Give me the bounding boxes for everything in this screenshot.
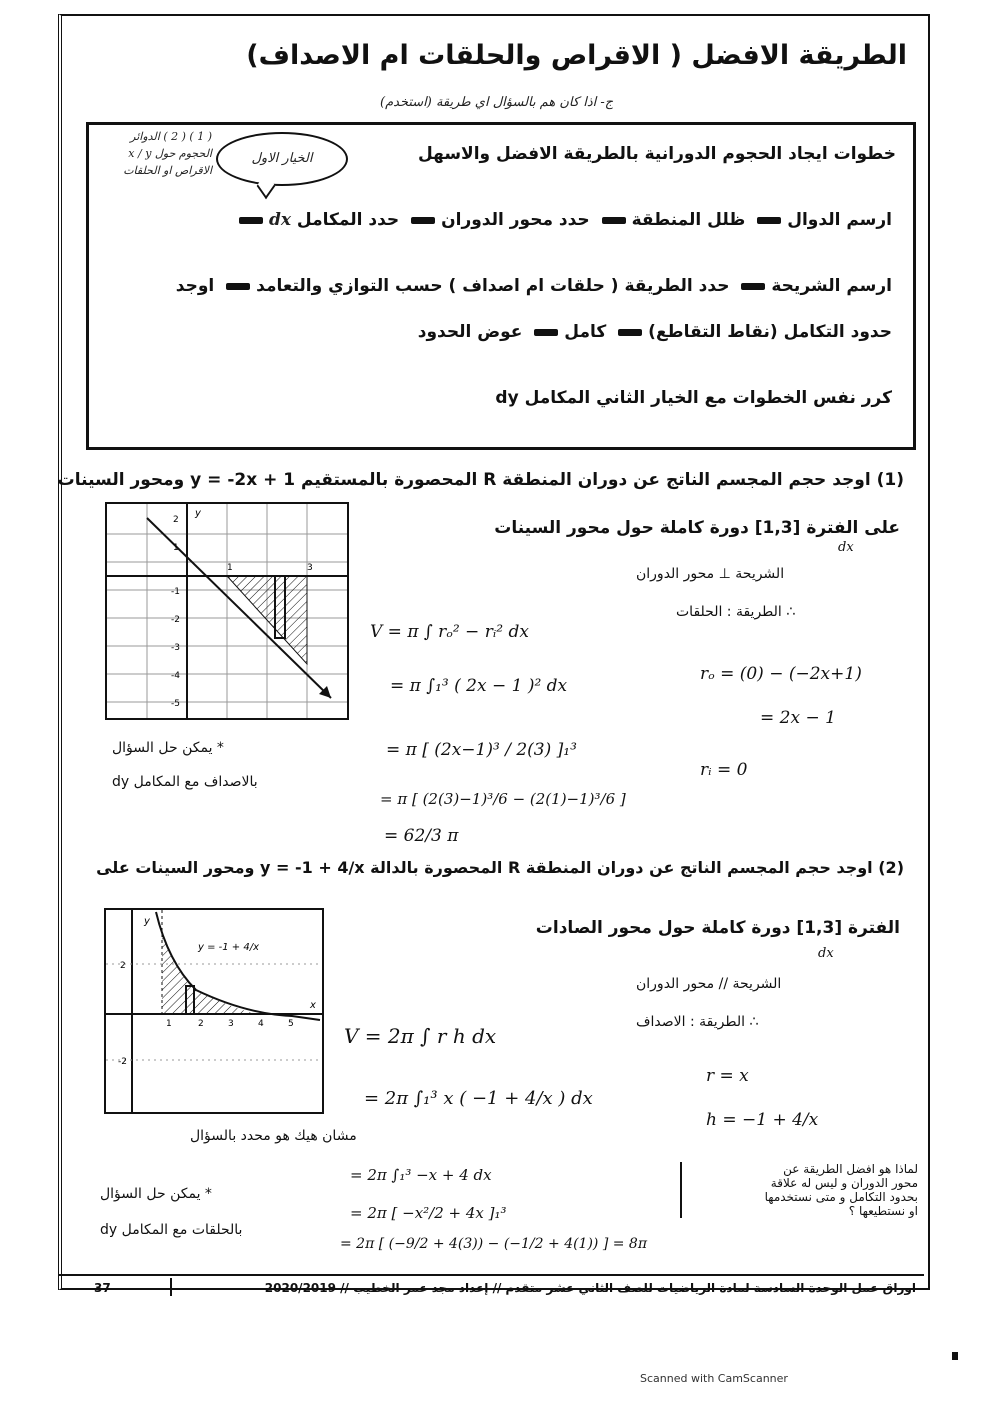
tick-label: -4 — [171, 671, 180, 681]
tick-label: 5 — [288, 1019, 294, 1029]
q1-work-line: V = π ∫ rₒ² − rᵢ² dx — [370, 622, 529, 642]
arrow-icon — [741, 283, 765, 290]
steps-repeat: كرر نفس الخطوات مع الخيار الثاني المكامل dy — [495, 388, 892, 408]
arrow-icon — [226, 283, 250, 290]
step-substitute: عوض الحدود — [417, 322, 523, 342]
corner-note — [92, 128, 212, 179]
grid — [107, 504, 347, 718]
q2-radius-line: h = −1 + 4/x — [706, 1110, 819, 1130]
steps-line-2 — [176, 276, 892, 296]
question-1-graph — [105, 502, 349, 720]
q1-radius-line: = 2x − 1 — [760, 708, 836, 728]
side-note-line: لماذا هو افضل الطريقة عن — [783, 1162, 918, 1176]
question-2-interval: الفترة [1,3] دورة كاملة حول محور الصادات — [535, 918, 900, 938]
q2-alt-note: * يمكن حل السؤال — [100, 1186, 212, 1202]
q2-work-line: = 2π ∫₁³ −x + 4 dx — [350, 1166, 492, 1184]
steps-line-1 — [233, 210, 892, 230]
tick-label: -3 — [171, 643, 180, 653]
tick-label: -2 — [171, 615, 180, 625]
step-slice: ارسم الشريحة — [771, 276, 892, 296]
scan-label: Scanned with CamScanner — [640, 1372, 788, 1385]
question-2-text: (2) اوجد حجم المجسم الناتج عن دوران المنطقة R المحصورة بالدالة y = -1 + 4/x ومحور السينات على — [96, 858, 904, 877]
curve-label: y = -1 + 4/x — [198, 942, 260, 953]
choice-bubble: الخيار الاول — [216, 132, 348, 186]
arrow-icon — [239, 217, 263, 224]
tick-label: 2 — [173, 515, 179, 525]
side-note-line: او نستطيعها ؟ — [848, 1204, 918, 1218]
step-find: اوجد — [175, 276, 215, 296]
q1-work-line: = 62/3 π — [384, 826, 459, 846]
tick-label: -1 — [171, 587, 180, 597]
question-2-graph — [104, 908, 324, 1114]
step-integrate: كامل — [564, 322, 607, 342]
question-1-text: (1) اوجد حجم المجسم الناتج عن دوران المنطقة R المحصورة بالمستقيم y = -2x + 1 ومحور السينات — [57, 470, 904, 490]
question-1-slice-note: الشريحة ⊥ محور الدوران — [636, 566, 785, 582]
subtitle-note: ج- اذا كان هم بالسؤال اي طريقة (استخدم) — [380, 95, 614, 110]
x-label: x — [310, 1000, 316, 1011]
step-axis: حدد محور الدوران — [441, 210, 590, 230]
corner-note-line: الاقراص او الحلقات — [123, 164, 212, 177]
q2-work-line: = 2π ∫₁³ x ( −1 + 4/x ) dx — [364, 1088, 593, 1109]
y-label: y — [144, 916, 150, 927]
steps-heading: خطوات ايجاد الحجوم الدورانية بالطريقة الافضل والاسهل — [417, 144, 896, 164]
step-method: حدد الطريقة ( حلقات ام اصداف ) حسب التوازي والتعامد — [256, 276, 730, 296]
corner-note-line: ( 1 ) ( 2 ) الدوائر — [130, 130, 212, 143]
step-dx: dx — [268, 210, 291, 230]
tick-label: -2 — [118, 1057, 127, 1067]
arrow-icon — [618, 329, 642, 336]
steps-line-3 — [418, 322, 892, 342]
arrow-icon — [534, 329, 558, 336]
tick-label: 3 — [228, 1019, 234, 1029]
q1-radius-line: rᵢ = 0 — [700, 760, 748, 780]
corner-note-line: الحجوم حول x / y — [128, 147, 212, 160]
q1-work-line: = π ∫₁³ ( 2x − 1 )² dx — [390, 676, 568, 696]
q1-work-line: = π [ (2(3)−1)³/6 − (2(1)−1)³/6 ] — [380, 790, 626, 808]
q2-radius-line: r = x — [706, 1066, 749, 1086]
tick-label: 2 — [120, 961, 126, 971]
step-draw-functions: ارسم الدوال — [787, 210, 892, 230]
q2-work-line: V = 2π ∫ r h dx — [344, 1024, 497, 1048]
question-1-dx: dx — [838, 540, 854, 555]
question-1-interval: على الفترة [1,3] دورة كاملة حول محور السينات — [494, 518, 900, 538]
question-2-method-note: ∴ الطريقة : الاصداف — [636, 1014, 759, 1030]
tick-label: 1 — [227, 563, 233, 573]
q1-alt-note: بالاصداف مع المكامل dy — [112, 774, 258, 790]
tick-label: -5 — [171, 699, 180, 709]
question-2-dx: dx — [818, 946, 834, 961]
page-number: 37 — [94, 1281, 111, 1295]
step-limits: حدود التكامل (نقاط التقاطع) — [648, 322, 892, 342]
footer-text: اوراق عمل الوحدة السادسة لمادة الرياضيات للصف الثاني عشر متقدم // إعداد مجد عمر الخطيب // 2020/2019 — [264, 1281, 916, 1295]
y-label: y — [195, 508, 201, 519]
side-note-line: محور الدوران و ليس له علاقة — [770, 1176, 918, 1190]
q1-radius-line: rₒ = (0) − (−2x+1) — [700, 664, 862, 684]
tick-label: 3 — [307, 563, 313, 573]
step-integrator: حدد المكامل — [296, 210, 400, 230]
question-1-method-note: ∴ الطريقة : الحلقات — [676, 604, 796, 620]
question-2-slice-note: الشريحة // محور الدوران — [636, 976, 782, 992]
arrow-icon — [602, 217, 626, 224]
arrow-icon — [757, 217, 781, 224]
q2-alt-note: بالحلقات مع المكامل dy — [100, 1222, 243, 1238]
q2-work-line: = 2π [ (−9/2 + 4(3)) − (−1/2 + 4(1)) ] = 8π — [340, 1236, 648, 1252]
side-note-line: بحدود التكامل و متى نستخدمها — [764, 1190, 918, 1204]
tick-label: 1 — [173, 543, 179, 553]
tick-label: 1 — [166, 1019, 172, 1029]
q2-mid-note: مشان هيك هو محدد بالسؤال — [190, 1128, 357, 1144]
q2-side-note — [680, 1162, 918, 1218]
q1-alt-note: * يمكن حل السؤال — [112, 740, 224, 756]
q1-work-line: = π [ (2x−1)³ / 2(3) ]₁³ — [386, 740, 577, 760]
footer-separator — [170, 1278, 172, 1296]
page-footer — [58, 1274, 924, 1298]
q2-work-line: = 2π [ −x²/2 + 4x ]₁³ — [350, 1204, 507, 1222]
scan-mark — [952, 1352, 958, 1360]
step-shade-region: ظلل المنطقة — [631, 210, 746, 230]
page-title: الطريقة الافضل ( الاقراص والحلقات ام الاصداف) — [246, 40, 907, 71]
arrow-icon — [411, 217, 435, 224]
tick-label: 4 — [258, 1019, 264, 1029]
tick-label: 2 — [198, 1019, 204, 1029]
